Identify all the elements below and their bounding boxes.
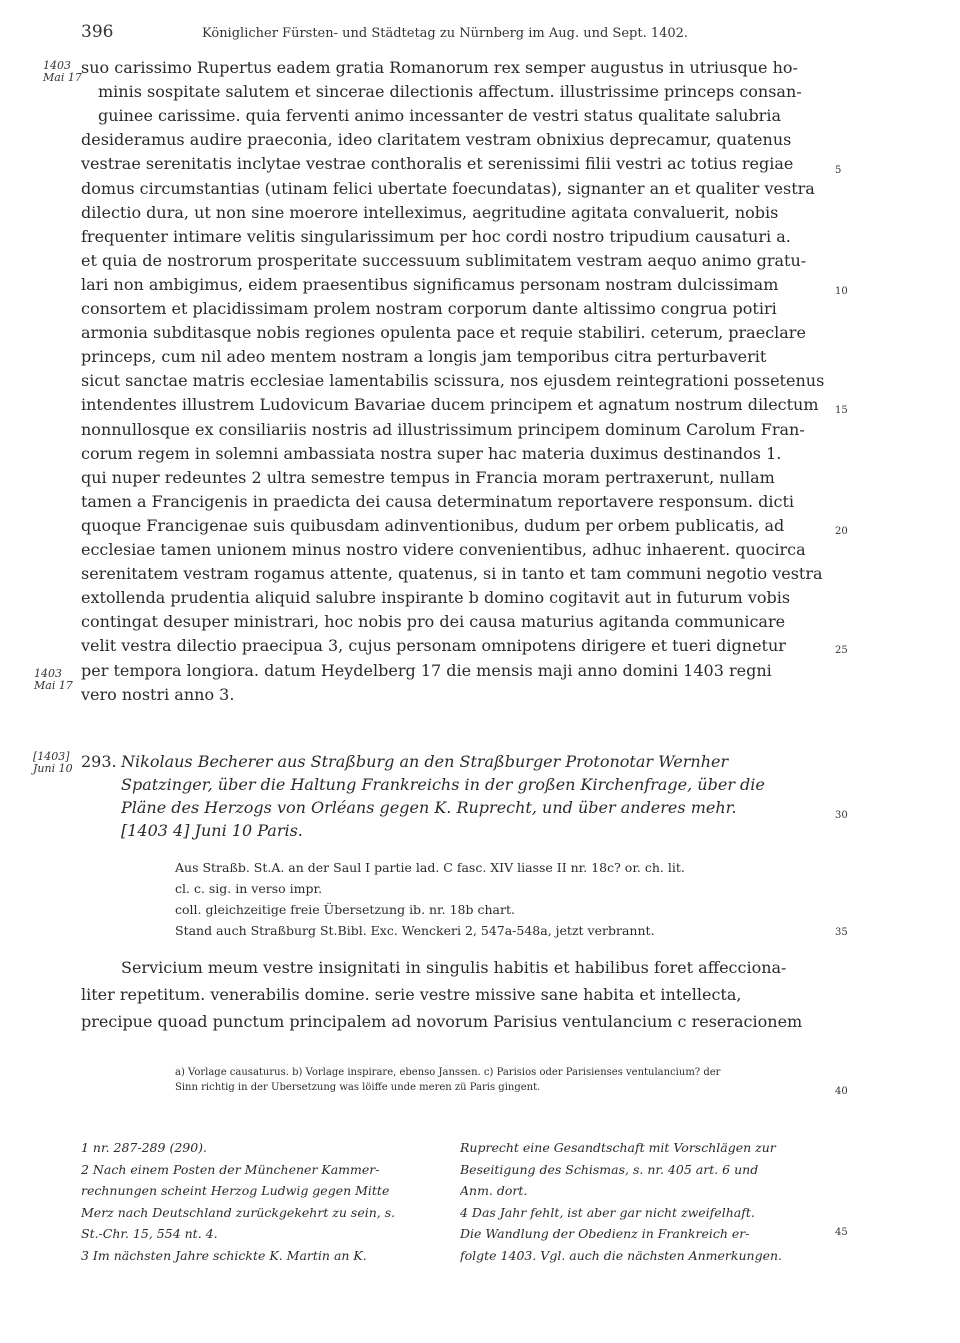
source-line: cl. c. sig. in verso impr.: [175, 881, 323, 896]
letter-line: desideramus audire praeconia, ideo claritatem vestram obnixius deprecamur, quatenus: [81, 130, 792, 150]
letter-line: princeps, cum nil adeo mentem nostram a longis jam temporibus citra perturbaverit: [81, 347, 767, 367]
footnote-line: Merz nach Deutschland zurückgekehrt zu sein, s.: [81, 1204, 396, 1220]
margin-date-day: Mai 17: [43, 71, 82, 84]
line-number: 10: [835, 286, 848, 297]
letter-line: vero nostri anno 3.: [81, 684, 235, 704]
letter-line: suo carissimo Rupertus eadem gratia Romanorum rex semper augustus in utriusque ho-: [81, 58, 798, 77]
page-number: 396: [81, 22, 114, 42]
margin-date-year: 1403: [43, 59, 71, 72]
margin-date-day: Juni 10: [33, 762, 73, 775]
margin-date-year: 1403: [34, 667, 62, 680]
letter-line: sicut sanctae matris ecclesiae lamentabilis scissura, nos ejusdem reintegrationi possetenus: [81, 371, 825, 391]
footnote-line: folgte 1403. Vgl. auch die nächsten Anmerkungen.: [460, 1247, 782, 1263]
document-heading-line: Spatzinger, über die Haltung Frankreichs in der großen Kirchenfrage, über die: [121, 775, 765, 794]
running-title: Königlicher Fürsten- und Städtetag zu Nürnberg im Aug. und Sept. 1402.: [202, 26, 689, 41]
letter-line: lari non ambigimus, eidem praesentibus significamus personam nostram dulcissimam: [81, 274, 779, 294]
letter-line: dilectio dura, ut non sine moerore intelleximus, aegritudine agitata convaluerit, nobis: [81, 202, 779, 222]
letter-line: nonnullosque ex consiliariis nostris ad illustrissimum principem dominum Carolum Fran-: [81, 419, 805, 439]
footnote-line: 3 Im nächsten Jahre schickte K. Martin an K.: [81, 1247, 367, 1263]
letter-line: velit vestra dilectio praecipua 3, cujus personam omnipotens dirigere et tueri dignetur: [81, 636, 786, 656]
line-number: 35: [835, 927, 848, 938]
letter-line: per tempora longiora. datum Heydelberg 17 die mensis maji anno domini 1403 regni: [81, 660, 772, 680]
letter-line: contingat desuper ministrari, hoc nobis pro dei causa maturius agitanda communicare: [81, 612, 786, 632]
document-heading-line: [1403 4] Juni 10 Paris.: [121, 821, 303, 840]
letter-line: armonia subditasque nobis regiones opulenta pace et requie stabiliri. ceterum, praeclare: [81, 323, 806, 343]
footnote-line: Die Wandlung der Obedienz in Frankreich er-: [460, 1226, 750, 1241]
margin-date-doc293: [33, 751, 73, 775]
letter-line: intendentes illustrem Ludovicum Bavariae ducem principem et agnatum nostrum dilectum: [81, 395, 819, 415]
letter-line: tamen a Francigenis in praedicta dei causa determinatum reportavere responsum. dicti: [81, 491, 794, 511]
line-number: 40: [835, 1086, 848, 1097]
letter-line: vestrae serenitatis inclytae vestrae conthoralis et serenissimi filii vestri ac totius regiae: [81, 154, 794, 174]
margin-date-day: Mai 17: [34, 679, 73, 692]
margin-date-year: [1403]: [33, 750, 70, 763]
line-number: 5: [835, 165, 842, 176]
footnote-line: Anm. dort.: [460, 1183, 528, 1198]
apparatus-line: a) Vorlage causaturus. b) Vorlage inspirare, ebenso Janssen. c) Parisios oder Parisienses ventulancium? der: [175, 1067, 721, 1078]
footnote-line: 4 Das Jahr fehlt, ist aber gar nicht zweifelhaft.: [460, 1204, 755, 1220]
letter-line: domus circumstantias (utinam felici ubertate foecundatas), signanter an et qualiter vestra: [81, 178, 815, 198]
line-number: 20: [835, 526, 848, 537]
letter-line: frequenter intimare velitis singularissimum per hoc cordi nostro tripudium causaturi a.: [81, 226, 791, 246]
letter-line: guinee carissime. quia ferventi animo incessanter de vestri status qualitate salubria: [98, 106, 781, 126]
document-text-line: Servicium meum vestre insignitati in singulis habitis et habilibus foret affecciona-: [121, 958, 787, 977]
document-text-line: liter repetitum. venerabilis domine. serie vestre missive sane habita et intellecta,: [81, 985, 742, 1004]
letter-line: corum regem in solemni ambassiata nostra super hac materia duximus destinandos 1.: [81, 443, 782, 463]
footnote-line: St.-Chr. 15, 554 nt. 4.: [81, 1226, 218, 1241]
line-number: 25: [835, 645, 848, 656]
source-line: coll. gleichzeitige freie Übersetzung ib. nr. 18b chart.: [175, 902, 515, 917]
footnote-line: 2 Nach einem Posten der Münchener Kammer-: [81, 1161, 380, 1177]
document-text-line: precipue quoad punctum principalem ad novorum Parisius ventulancium c reseracionem: [81, 1012, 803, 1031]
footnote-line: Ruprecht eine Gesandtschaft mit Vorschlägen zur: [460, 1140, 776, 1155]
letter-line: quoque Francigenae suis quibusdam adinventionibus, dudum per orbem publicatis, ad: [81, 515, 785, 535]
letter-line: ecclesiae tamen unionem minus nostro videre convenientibus, adhuc inhaerent. quocirca: [81, 540, 806, 559]
letter-line: qui nuper redeuntes 2 ultra semestre tempus in Francia moram pertraxerunt, nullam: [81, 467, 775, 487]
source-line: Aus Straßb. St.A. an der Saul I partie lad. C fasc. XIV liasse II nr. 18c? or. ch. lit.: [175, 860, 685, 875]
source-line: Stand auch Straßburg St.Bibl. Exc. Wenckeri 2, 547a-548a, jetzt verbrannt.: [175, 923, 655, 938]
document-heading-line: Pläne des Herzogs von Orléans gegen K. Ruprecht, und über anderes mehr.: [121, 798, 737, 817]
letter-line: extollenda prudentia aliquid salubre inspirante b domino cogitavit aut in futurum vobis: [81, 588, 791, 608]
margin-date-end: [34, 668, 73, 692]
margin-date-top: [43, 60, 82, 84]
letter-line: consortem et placidissimam prolem nostram corporum dante altissimo congrua potiri: [81, 299, 777, 318]
footnote-line: 1 nr. 287-289 (290).: [81, 1140, 208, 1155]
footnote-line: Beseitigung des Schismas, s. nr. 405 art. 6 und: [460, 1161, 759, 1177]
document-heading-line: Nikolaus Becherer aus Straßburg an den Straßburger Protonotar Wernher: [121, 752, 729, 771]
document-number: 293.: [81, 752, 117, 771]
letter-line: et quia de nostrorum prosperitate successuum sublimitatem vestram aequo animo gratu-: [81, 250, 807, 270]
line-number: 30: [835, 810, 848, 821]
line-number: 15: [835, 405, 848, 416]
line-number: 45: [835, 1227, 848, 1238]
footnote-line: rechnungen scheint Herzog Ludwig gegen Mitte: [81, 1183, 390, 1198]
letter-line: minis sospitate salutem et sincerae dilectionis affectum. illustrissime princeps consan-: [98, 82, 802, 102]
letter-line: serenitatem vestram rogamus attente, quatenus, si in tanto et tam communi negotio vestra: [81, 564, 823, 584]
apparatus-line: Sinn richtig in der Übersetzung was löiffe unde meren zü Paris gingent.: [175, 1082, 541, 1093]
